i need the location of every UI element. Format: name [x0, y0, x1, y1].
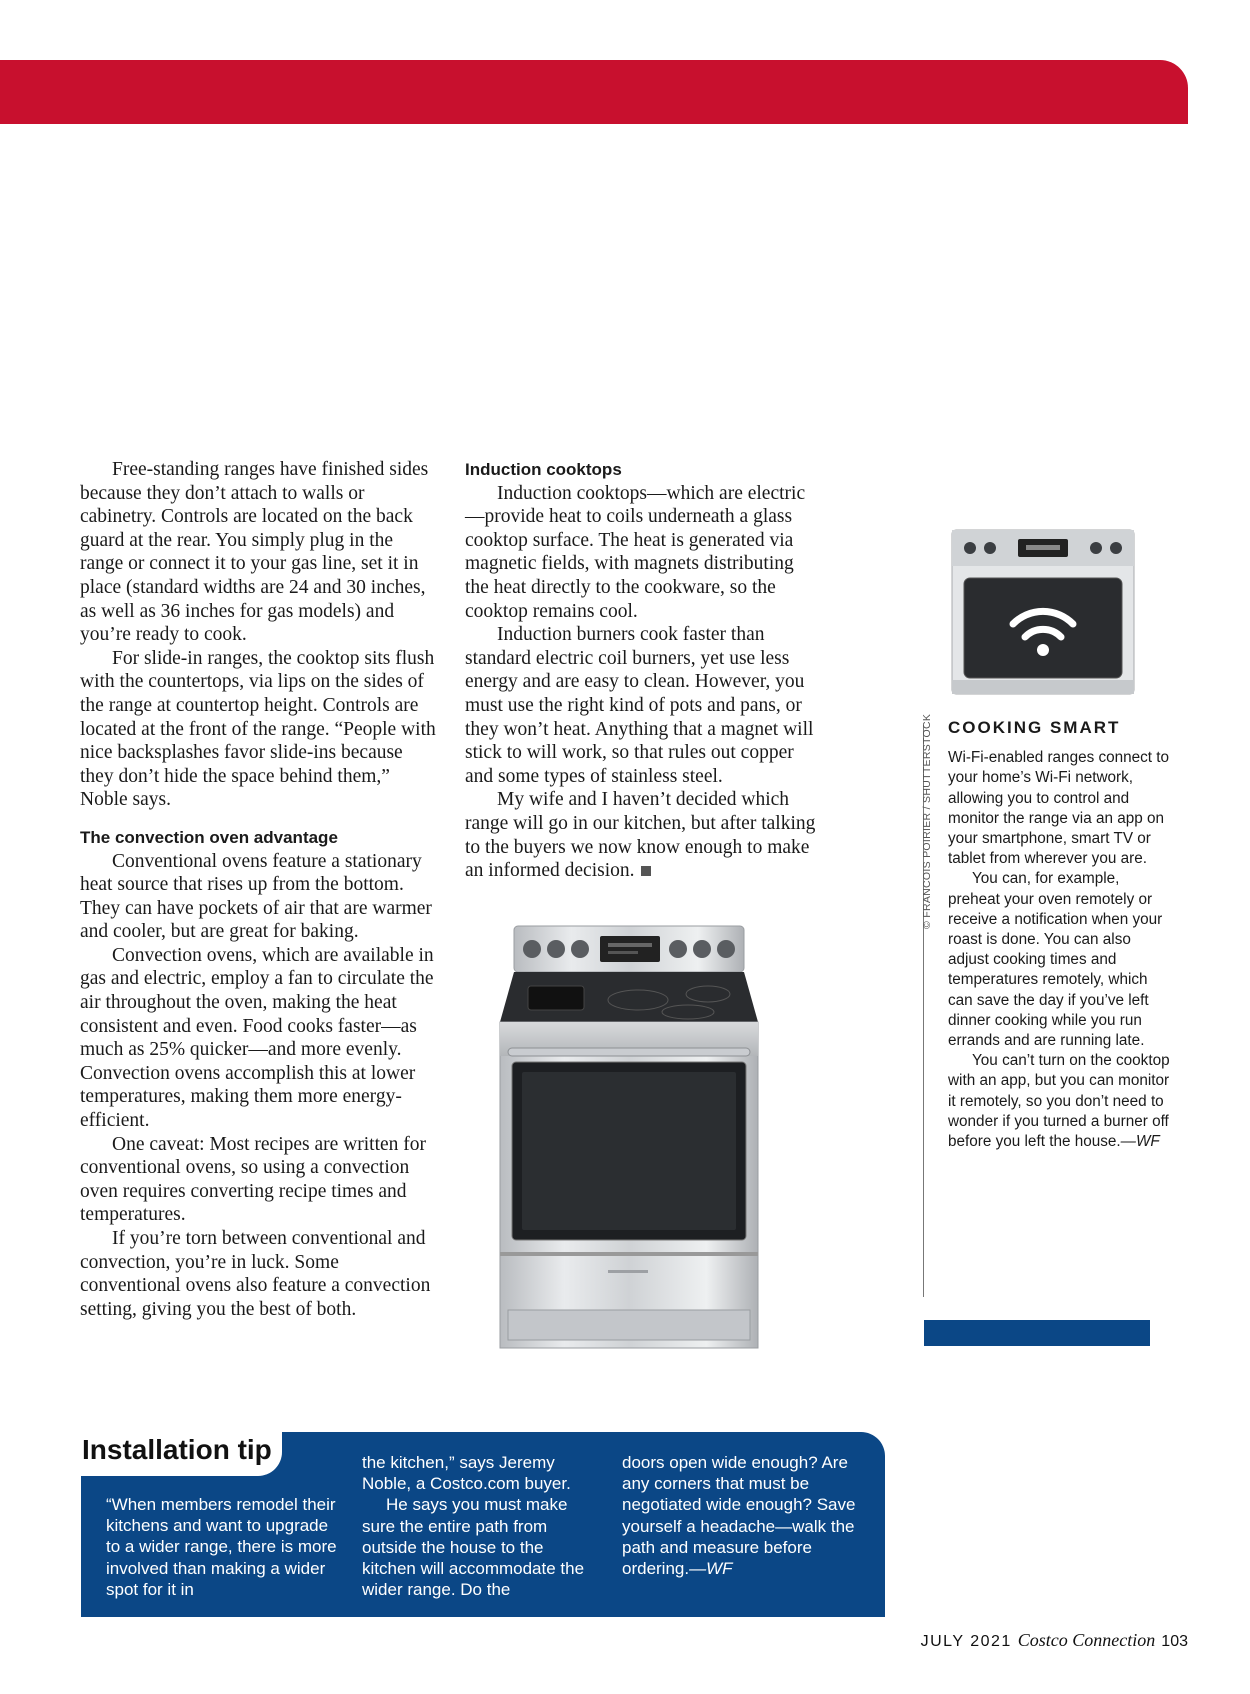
page-footer	[921, 1630, 1188, 1651]
paragraph: Convection ovens, which are available in gas and electric, employ a fan to circulate the air throughout the oven, making the heat consistent and even. Food cooks faster—as much as 25% quicker—and more evenly. Convection ovens accomplish this at lower temperatures, making them more energy-efficient.	[80, 944, 434, 1132]
sidebar-paragraph	[948, 1051, 1170, 1152]
end-mark-icon	[641, 866, 651, 876]
wifi-range-image	[950, 528, 1136, 696]
article-column-1	[80, 458, 438, 1321]
issue-date: JULY 2021	[920, 1633, 1012, 1650]
tip-paragraph	[622, 1452, 868, 1579]
tip-paragraph: He says you must make sure the entire path from outside the house to the kitchen will accommodate the wider range. Do the	[362, 1495, 585, 1600]
cooking-smart-sidebar	[948, 718, 1170, 1152]
paragraph: If you’re torn between conventional and convection, you’re in luck. Some conventional ovens also feature a convection setting, giving you the best of both.	[80, 1228, 431, 1320]
paragraph: Conventional ovens feature a stationary heat source that rises up from the bottom. They can have pockets of air that are warmer and cooler, but are great for baking.	[80, 850, 432, 943]
tip-paragraph: the kitchen,” says Jeremy Noble, a Costco.com buyer.	[362, 1453, 571, 1494]
sidebar-title: COOKING SMART	[948, 718, 1121, 737]
tip-column-2	[362, 1452, 598, 1600]
paragraph: Free-standing ranges have finished sides because they don’t attach to walls or cabinetry. Controls are located on the back guard at the rear. You simply plug in the range or connect it to your gas line, set it in place (standard widths are 24 and 30 inches, as well as 36 inches for gas models) and you’re ready to cook.	[80, 459, 429, 646]
author-initials: —WF	[689, 1559, 733, 1579]
tip-column-3	[622, 1452, 868, 1579]
range-image	[488, 922, 770, 1354]
page-number: 103	[1161, 1633, 1188, 1650]
installation-tip-title: Installation tip	[66, 1426, 282, 1476]
sidebar-paragraph-text: You can’t turn on the cooktop with an app, but you can monitor it remotely, so you don’t need to wonder if you turned a burner off before you left the house.	[948, 1052, 1170, 1151]
paragraph: One caveat: Most recipes are written for conventional ovens, so using a convection oven requires converting recipe times and temperatures.	[80, 1133, 427, 1226]
publication-name: Costco Connection	[1017, 1630, 1156, 1650]
tip-paragraph-text: doors open wide enough? Are any corners that must be negotiated wide enough? Save yourself a headache—walk the path and measure before ordering.	[622, 1453, 856, 1579]
tip-column-1	[106, 1494, 346, 1600]
header-banner	[0, 60, 1188, 124]
paragraph: For slide-in ranges, the cooktop sits flush with the countertops, via lips on the sides of the range at countertop height. Controls are located at the front of the range. “People with nice backsplashes favor slide-ins because they don’t hide the space behind them,” Noble says.	[80, 647, 436, 811]
sidebar-blue-bar	[924, 1320, 1150, 1346]
tip-paragraph: “When members remodel their kitchens and want to upgrade to a wider range, there is more involved than making a wider spot for it in	[106, 1495, 337, 1599]
sidebar-paragraph: You can, for example, preheat your oven remotely or receive a notification when your roast is done. You can also adjust cooking times and temperatures remotely, which can save the day if you’ve left dinner cooking while you run errands and are running late.	[948, 870, 1163, 1050]
article-column-2	[465, 458, 817, 883]
photo-credit-text: © FRANCOIS POIRIER / SHUTTERSTOCK	[921, 713, 933, 929]
section-heading: The convection oven advantage	[80, 827, 338, 847]
author-initials: —WF	[1120, 1133, 1160, 1151]
sidebar-paragraph: Wi-Fi-enabled ranges connect to your home’s Wi-Fi network, allowing you to control and monitor the range via an app on your smartphone, smart TV or tablet from wherever you are.	[948, 749, 1170, 868]
paragraph: Induction burners cook faster than standard electric coil burners, yet use less energy and are easy to clean. However, you must use the right kind of pots and pans, or they won’t heat. Anything that a magnet will stick to will work, so that rules out copper and some types of stainless steel.	[465, 624, 814, 787]
paragraph	[465, 788, 817, 882]
section-heading: Induction cooktops	[465, 460, 622, 479]
paragraph-text: My wife and I haven’t decided which range will go in our kitchen, but after talking to the buyers we now know enough to make an informed decision.	[465, 789, 816, 882]
paragraph: Induction cooktops—which are electric—provide heat to coils underneath a glass cooktop surface. The heat is generated via magnetic fields, with magnets distributing the heat directly to the cookware, so the cooktop remains cool.	[465, 482, 806, 622]
